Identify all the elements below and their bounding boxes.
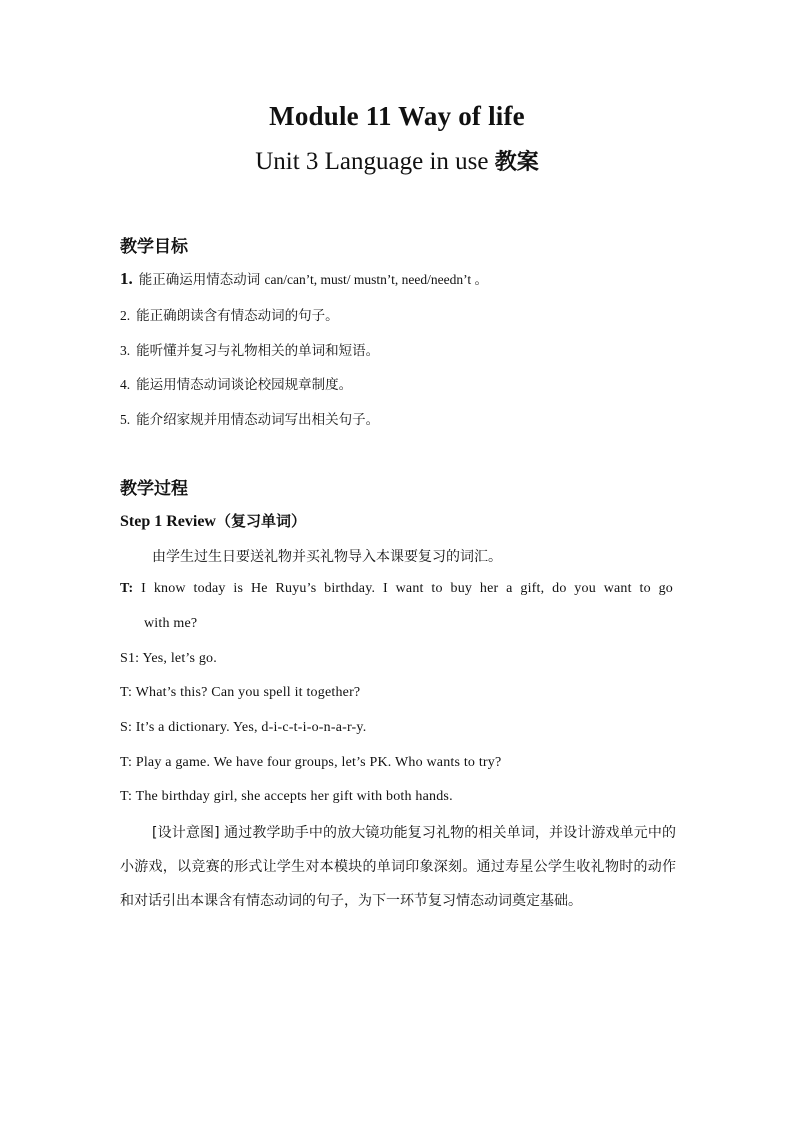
objective-item xyxy=(120,408,379,428)
objective-text-cn: 能听懂并复习与礼物相关的单词和短语。 xyxy=(136,343,380,359)
dialog-line: S: It’s a dictionary. Yes, d-i-c-t-i-o-n-a-r-y. xyxy=(120,720,367,735)
subtitle-cn: 教案 xyxy=(494,150,539,175)
objective-item xyxy=(120,268,488,289)
objectives-heading: 教学目标 xyxy=(120,237,188,257)
dialog-line: S1: Yes, let’s go. xyxy=(120,651,217,666)
dialog-speaker: T: xyxy=(120,581,134,596)
objective-text-cn: 能运用情态动词谈论校园规章制度。 xyxy=(136,377,353,393)
document-subtitle xyxy=(0,145,794,176)
process-heading: 教学过程 xyxy=(120,479,188,499)
dialog-text: I know today is He Ruyu’s birthday. I want to buy her a gift, do you want to go xyxy=(133,581,673,596)
objective-text-en: can/can’t, must/ mustn’t, need/needn’t xyxy=(264,272,475,287)
objective-item xyxy=(120,304,339,324)
objective-text-tail: 。 xyxy=(474,272,489,288)
step-heading-cn: （复习单词） xyxy=(215,512,306,530)
step-heading-en: Step 1 Review xyxy=(120,513,216,530)
objective-number: 1. xyxy=(120,269,133,288)
objective-number: 2. xyxy=(120,308,131,323)
dialog-line: T: The birthday girl, she accepts her gift with both hands. xyxy=(120,789,453,804)
dialog-line: T: What’s this? Can you spell it together? xyxy=(120,685,361,700)
dialog-line: with me? xyxy=(144,616,198,631)
objective-text-cn: 能正确运用情态动词 xyxy=(138,272,265,288)
objective-number: 3. xyxy=(120,343,131,358)
objective-item xyxy=(120,373,352,393)
dialog-line: T: Play a game. We have four groups, let’s PK. Who wants to try? xyxy=(120,755,502,770)
document-title: Module 11 Way of life xyxy=(269,101,525,131)
objective-item xyxy=(120,339,379,359)
design-note: [设计意图] 通过教学助手中的放大镜功能复习礼物的相关单词，并设计游戏单元中的小游戏，以竞赛的形式让学生对本模块的单词印象深刻。通过寿星公学生收礼物时的动作和对话引出本课含有情态动词的句子，为下一环节复习情态动词奠定基础。 xyxy=(120,825,676,909)
objective-text-cn: 能介绍家规并用情态动词写出相关句子。 xyxy=(136,412,380,428)
step-heading xyxy=(120,510,306,531)
objective-number: 5. xyxy=(120,412,131,427)
subtitle-en: Unit 3 Language in use xyxy=(255,148,495,175)
intro-text: 由学生过生日要送礼物并买礼物导入本课要复习的词汇。 xyxy=(152,549,502,565)
dialog-line xyxy=(120,581,673,597)
objective-number: 4. xyxy=(120,377,131,392)
objective-text-cn: 能正确朗读含有情态动词的句子。 xyxy=(136,308,339,324)
